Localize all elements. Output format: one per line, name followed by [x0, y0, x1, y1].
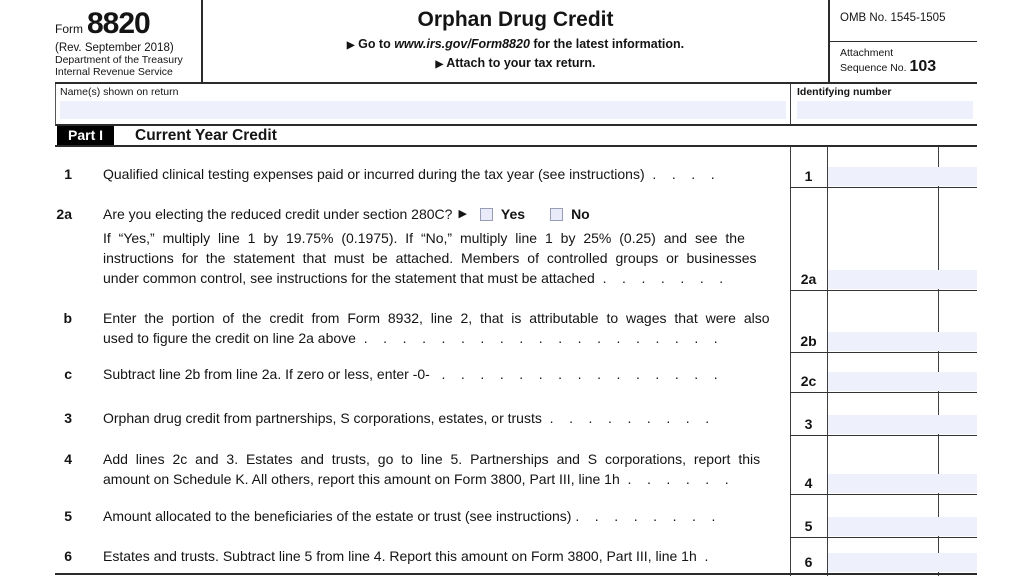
form-title: Orphan Drug Credit: [417, 8, 614, 31]
line-1-amount-input[interactable]: [828, 167, 977, 186]
form-bottom-line: [55, 573, 977, 575]
identifying-number-input[interactable]: [797, 101, 973, 119]
line-2a-number: 2a: [56, 206, 72, 222]
part1-label: Part I: [57, 126, 114, 145]
go-prefix: Go to: [358, 37, 395, 51]
line-1-text: Qualified clinical testing expenses paid or incurred during the tax year (see instructions) . . . .: [103, 166, 715, 182]
line-4-box-label: 4: [804, 475, 813, 491]
form-id-block: [55, 0, 203, 82]
line-2a-box-label: 2a: [800, 271, 817, 287]
form-revision: (Rev. September 2018): [55, 42, 174, 54]
sequence-label: Sequence No.: [840, 62, 907, 74]
dot-leader: . . . . . . . . . . . . . . .: [429, 366, 718, 382]
form-number: 8820: [87, 7, 150, 40]
form-word: Form: [55, 22, 83, 36]
line-3-amount-input[interactable]: [828, 415, 977, 434]
dot-leader: . . . . . . . . . . . . . . . . . . .: [355, 330, 718, 346]
line-1-box-label: 1: [804, 168, 813, 184]
line-4-amount-input[interactable]: [828, 474, 977, 493]
line-5-amount-input[interactable]: [828, 517, 977, 536]
line-2c-box-label: 2c: [800, 373, 817, 389]
arrow-right-icon: ▶: [435, 59, 444, 70]
line-6-box-label: 6: [804, 554, 813, 570]
line-1-number: 1: [64, 166, 72, 182]
line-2a-amount-input[interactable]: [828, 270, 977, 289]
line-2c-amount-input[interactable]: [828, 372, 977, 391]
line-3-number: 3: [64, 410, 72, 426]
line-6-amount-input[interactable]: [828, 553, 977, 572]
entry-box-line: [790, 392, 977, 393]
attach-line: [203, 56, 828, 70]
line-4-text: Add lines 2c and 3. Estates and trusts, go to line 5. Partnerships and S corporations, report this amount on Schedule K. All others, report this amount on Form 3800, Part III, line 1h . . . . . .: [103, 451, 761, 487]
part1-title: Current Year Credit: [135, 126, 277, 144]
arrow-right-icon: ▶: [458, 208, 467, 220]
arrow-right-icon: ▶: [346, 40, 355, 51]
line-2a-question: Are you electing the reduced credit under section 280C? ▶ Yes No: [103, 206, 590, 222]
form-header: [55, 0, 977, 84]
name-label: Name(s) shown on return: [60, 86, 179, 98]
line-2c-number: c: [64, 366, 72, 382]
entry-box-line: [790, 290, 977, 291]
omb-number: OMB No. 1545-1505: [830, 0, 977, 42]
line-5-box-label: 5: [804, 518, 813, 534]
irs-label: Internal Revenue Service: [55, 66, 173, 78]
dot-leader: . . . . . . . . .: [541, 410, 710, 426]
part1-body: [55, 147, 977, 576]
entry-box-line: [790, 494, 977, 495]
line-2b-box-label: 2b: [800, 333, 817, 349]
entry-box-line: [790, 537, 977, 538]
no-checkbox[interactable]: [550, 208, 563, 221]
entry-box-line: [790, 187, 977, 188]
attachment-label: Attachment: [840, 47, 894, 59]
go-suffix: for the latest information.: [529, 37, 685, 51]
line-5-number: 5: [64, 508, 72, 524]
name-row: [55, 84, 977, 126]
form-title-block: [203, 0, 828, 82]
no-label: No: [571, 206, 590, 222]
line-3-text: Orphan drug credit from partnerships, S corporations, estates, or trusts . . . . . . . . .: [103, 410, 710, 426]
entry-box-line: [790, 352, 977, 353]
sequence-number: 103: [909, 58, 937, 75]
dot-leader: . . . .: [644, 166, 715, 182]
line-2b-amount-input[interactable]: [828, 332, 977, 351]
attach-text: Attach to your tax return.: [446, 56, 596, 70]
line-3-box-label: 3: [804, 416, 813, 432]
treasury-label: Department of the Treasury: [55, 54, 183, 66]
go-to-line: [203, 37, 828, 51]
grid-line-vertical: [938, 147, 939, 576]
line-2b-number: b: [63, 310, 72, 326]
identifying-number-label: Identifying number: [797, 86, 892, 98]
line-4-number: 4: [64, 451, 72, 467]
line-2b-text: Enter the portion of the credit from Form 8932, line 2, that is attributable to wages that were also used to figure the credit on line 2a above . . . . . . . . . . . . . . . . . . .: [103, 310, 770, 346]
entry-box-line: [790, 435, 977, 436]
part1-header: [55, 126, 977, 147]
dot-leader: .: [696, 548, 709, 564]
line-2a-text: If “Yes,” multiply line 1 by 19.75% (0.1975). If “No,” multiply line 1 by 25% (0.25) and see the instructions for the statement that must be attached. Members of controlled groups or businesses under common control, see instructions for the statement that must be attached . . . . . . .: [103, 230, 757, 286]
form-number-line: [55, 7, 201, 41]
yes-label: Yes: [500, 206, 526, 222]
line-5-text: Amount allocated to the beneficiaries of the estate or trust (see instructions) . . . . . . . .: [103, 508, 716, 524]
line-2c-text: Subtract line 2b from line 2a. If zero or less, enter -0- . . . . . . . . . . . . . . .: [103, 366, 718, 382]
omb-block: [828, 0, 977, 82]
line-6-text: Estates and trusts. Subtract line 5 from line 4. Report this amount on Form 3800, Part III, line 1h .: [103, 548, 709, 564]
grid-line-vertical: [790, 147, 791, 576]
grid-line-vertical: [827, 147, 828, 576]
dot-leader: . . . . . . . .: [571, 508, 716, 524]
line-6-number: 6: [64, 548, 72, 564]
name-input[interactable]: [60, 101, 786, 119]
form-url: www.irs.gov/Form8820: [394, 37, 530, 51]
yes-checkbox[interactable]: [480, 208, 493, 221]
attachment-sequence: [830, 42, 977, 75]
dot-leader: . . . . . . .: [594, 270, 724, 286]
dot-leader: . . . . . .: [619, 471, 729, 487]
